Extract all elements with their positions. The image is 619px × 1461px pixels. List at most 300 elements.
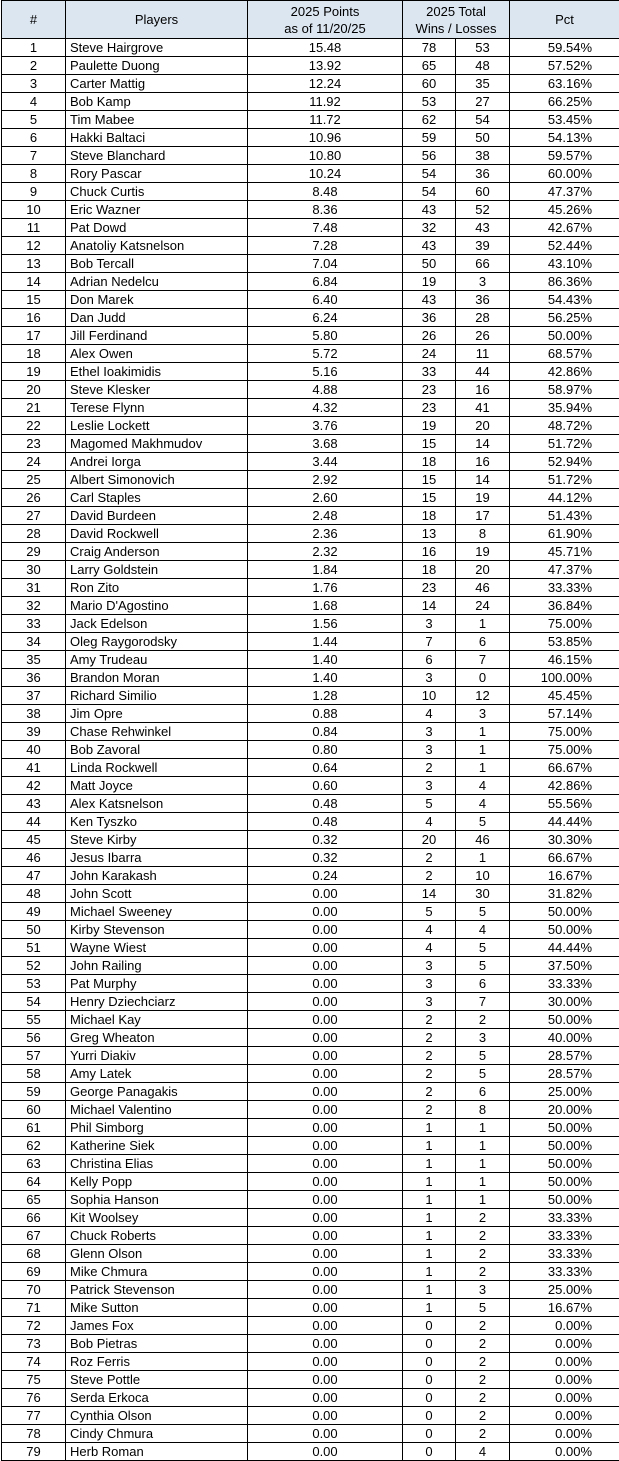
- player-name-cell: Christina Elias: [66, 1155, 248, 1173]
- wins-cell: 4: [403, 705, 456, 723]
- table-row: [2, 759, 619, 777]
- table-row: [2, 507, 619, 525]
- wins-cell: 0: [403, 1335, 456, 1353]
- rank-cell: 29: [2, 543, 66, 561]
- wins-cell: 1: [403, 1263, 456, 1281]
- player-name-cell: Katherine Siek: [66, 1137, 248, 1155]
- pct-cell: 66.67%: [510, 759, 619, 777]
- rank-cell: 8: [2, 165, 66, 183]
- losses-cell: 52: [456, 201, 510, 219]
- table-row: [2, 1155, 619, 1173]
- table-row: [2, 1065, 619, 1083]
- player-name-cell: Sophia Hanson: [66, 1191, 248, 1209]
- points-cell: 1.28: [248, 687, 403, 705]
- rank-cell: 45: [2, 831, 66, 849]
- rank-cell: 54: [2, 993, 66, 1011]
- pct-cell: 25.00%: [510, 1083, 619, 1101]
- losses-cell: 2: [456, 1425, 510, 1443]
- points-cell: 0.00: [248, 1281, 403, 1299]
- losses-cell: 48: [456, 57, 510, 75]
- player-name-cell: Ron Zito: [66, 579, 248, 597]
- player-name-cell: Steve Pottle: [66, 1371, 248, 1389]
- pct-cell: 50.00%: [510, 1155, 619, 1173]
- pct-cell: 0.00%: [510, 1443, 619, 1461]
- rank-cell: 6: [2, 129, 66, 147]
- pct-cell: 63.16%: [510, 75, 619, 93]
- losses-cell: 3: [456, 1029, 510, 1047]
- table-row: [2, 1353, 619, 1371]
- points-cell: 0.00: [248, 1425, 403, 1443]
- rank-cell: 14: [2, 273, 66, 291]
- wins-cell: 3: [403, 957, 456, 975]
- points-cell: 0.00: [248, 939, 403, 957]
- losses-cell: 1: [456, 1155, 510, 1173]
- table-row: [2, 291, 619, 309]
- points-cell: 3.68: [248, 435, 403, 453]
- rank-cell: 56: [2, 1029, 66, 1047]
- rank-cell: 79: [2, 1443, 66, 1461]
- pct-cell: 30.30%: [510, 831, 619, 849]
- rank-cell: 31: [2, 579, 66, 597]
- wins-cell: 2: [403, 849, 456, 867]
- table-row: [2, 1119, 619, 1137]
- points-cell: 0.00: [248, 1191, 403, 1209]
- pct-cell: 33.33%: [510, 579, 619, 597]
- pct-cell: 75.00%: [510, 615, 619, 633]
- pct-cell: 40.00%: [510, 1029, 619, 1047]
- player-name-cell: Terese Flynn: [66, 399, 248, 417]
- wins-cell: 6: [403, 651, 456, 669]
- rank-cell: 2: [2, 57, 66, 75]
- losses-cell: 43: [456, 219, 510, 237]
- losses-cell: 2: [456, 1263, 510, 1281]
- losses-cell: 2: [456, 1371, 510, 1389]
- losses-cell: 20: [456, 561, 510, 579]
- table-row: [2, 867, 619, 885]
- losses-cell: 60: [456, 183, 510, 201]
- points-cell: 0.00: [248, 1371, 403, 1389]
- total-header-line1: 2025 Total: [426, 3, 486, 19]
- rank-cell: 17: [2, 327, 66, 345]
- losses-cell: 1: [456, 741, 510, 759]
- table-row: [2, 849, 619, 867]
- points-cell: 6.24: [248, 309, 403, 327]
- pct-cell: 55.56%: [510, 795, 619, 813]
- player-name-cell: Adrian Nedelcu: [66, 273, 248, 291]
- losses-cell: 38: [456, 147, 510, 165]
- player-name-cell: Kirby Stevenson: [66, 921, 248, 939]
- points-cell: 0.00: [248, 1119, 403, 1137]
- wins-cell: 15: [403, 471, 456, 489]
- rank-cell: 78: [2, 1425, 66, 1443]
- player-name-cell: Jim Opre: [66, 705, 248, 723]
- points-header: [248, 1, 403, 39]
- wins-cell: 7: [403, 633, 456, 651]
- total-header-line2: Wins / Losses: [415, 20, 497, 36]
- wins-cell: 4: [403, 939, 456, 957]
- pct-cell: 50.00%: [510, 1119, 619, 1137]
- losses-cell: 7: [456, 993, 510, 1011]
- table-row: [2, 1335, 619, 1353]
- pct-cell: 33.33%: [510, 1263, 619, 1281]
- wins-cell: 32: [403, 219, 456, 237]
- points-header-line2: as of 11/20/25: [284, 20, 366, 36]
- losses-cell: 27: [456, 93, 510, 111]
- header-row: [2, 1, 619, 39]
- pct-cell: 68.57%: [510, 345, 619, 363]
- pct-cell: 35.94%: [510, 399, 619, 417]
- losses-cell: 3: [456, 273, 510, 291]
- wins-cell: 19: [403, 273, 456, 291]
- points-cell: 1.84: [248, 561, 403, 579]
- losses-cell: 0: [456, 669, 510, 687]
- player-name-cell: Glenn Olson: [66, 1245, 248, 1263]
- points-cell: 4.88: [248, 381, 403, 399]
- wins-cell: 0: [403, 1443, 456, 1461]
- pct-cell: 51.72%: [510, 435, 619, 453]
- losses-cell: 8: [456, 1101, 510, 1119]
- losses-cell: 2: [456, 1335, 510, 1353]
- pct-cell: 45.45%: [510, 687, 619, 705]
- wins-cell: 13: [403, 525, 456, 543]
- losses-cell: 28: [456, 309, 510, 327]
- table-row: [2, 345, 619, 363]
- player-name-cell: Chuck Roberts: [66, 1227, 248, 1245]
- points-cell: 0.64: [248, 759, 403, 777]
- wins-cell: 4: [403, 813, 456, 831]
- pct-cell: 75.00%: [510, 723, 619, 741]
- points-cell: 0.84: [248, 723, 403, 741]
- table-row: [2, 1299, 619, 1317]
- points-cell: 7.04: [248, 255, 403, 273]
- table-row: [2, 1227, 619, 1245]
- wins-cell: 23: [403, 381, 456, 399]
- losses-cell: 1: [456, 759, 510, 777]
- player-name-cell: Roz Ferris: [66, 1353, 248, 1371]
- points-cell: 0.88: [248, 705, 403, 723]
- pct-cell: 86.36%: [510, 273, 619, 291]
- wins-cell: 59: [403, 129, 456, 147]
- points-cell: 2.92: [248, 471, 403, 489]
- losses-cell: 4: [456, 795, 510, 813]
- rank-cell: 18: [2, 345, 66, 363]
- points-cell: 7.48: [248, 219, 403, 237]
- rank-cell: 49: [2, 903, 66, 921]
- player-name-cell: Carter Mattig: [66, 75, 248, 93]
- points-cell: 8.48: [248, 183, 403, 201]
- pct-cell: 53.85%: [510, 633, 619, 651]
- losses-cell: 16: [456, 381, 510, 399]
- player-name-cell: Jesus Ibarra: [66, 849, 248, 867]
- points-cell: 0.00: [248, 1065, 403, 1083]
- points-cell: 5.16: [248, 363, 403, 381]
- losses-cell: 2: [456, 1353, 510, 1371]
- losses-cell: 19: [456, 489, 510, 507]
- losses-cell: 1: [456, 849, 510, 867]
- rank-cell: 77: [2, 1407, 66, 1425]
- losses-cell: 20: [456, 417, 510, 435]
- wins-cell: 1: [403, 1209, 456, 1227]
- rank-cell: 5: [2, 111, 66, 129]
- losses-cell: 1: [456, 1137, 510, 1155]
- rank-cell: 67: [2, 1227, 66, 1245]
- player-name-cell: Herb Roman: [66, 1443, 248, 1461]
- losses-cell: 24: [456, 597, 510, 615]
- player-name-cell: Pat Murphy: [66, 975, 248, 993]
- player-name-cell: Dan Judd: [66, 309, 248, 327]
- points-cell: 0.00: [248, 1155, 403, 1173]
- table-row: [2, 471, 619, 489]
- rank-cell: 38: [2, 705, 66, 723]
- table-row: [2, 741, 619, 759]
- points-cell: 6.84: [248, 273, 403, 291]
- rank-cell: 58: [2, 1065, 66, 1083]
- table-row: [2, 1425, 619, 1443]
- table-row: [2, 201, 619, 219]
- player-name-cell: Michael Kay: [66, 1011, 248, 1029]
- rank-cell: 74: [2, 1353, 66, 1371]
- losses-cell: 2: [456, 1317, 510, 1335]
- points-cell: 1.68: [248, 597, 403, 615]
- player-name-cell: Mike Chmura: [66, 1263, 248, 1281]
- player-name-cell: Bob Kamp: [66, 93, 248, 111]
- table-row: [2, 1443, 619, 1461]
- table-row: [2, 1173, 619, 1191]
- losses-cell: 17: [456, 507, 510, 525]
- pct-cell: 33.33%: [510, 1245, 619, 1263]
- pct-cell: 0.00%: [510, 1407, 619, 1425]
- points-cell: 2.48: [248, 507, 403, 525]
- rank-cell: 40: [2, 741, 66, 759]
- rank-cell: 3: [2, 75, 66, 93]
- wins-cell: 1: [403, 1227, 456, 1245]
- pct-cell: 50.00%: [510, 327, 619, 345]
- table-row: [2, 327, 619, 345]
- table-row: [2, 165, 619, 183]
- rank-cell: 48: [2, 885, 66, 903]
- table-row: [2, 525, 619, 543]
- pct-cell: 75.00%: [510, 741, 619, 759]
- wins-cell: 0: [403, 1317, 456, 1335]
- rank-cell: 13: [2, 255, 66, 273]
- player-name-cell: Matt Joyce: [66, 777, 248, 795]
- pct-cell: 52.44%: [510, 237, 619, 255]
- pct-cell: 53.45%: [510, 111, 619, 129]
- wins-cell: 3: [403, 615, 456, 633]
- pct-cell: 42.67%: [510, 219, 619, 237]
- losses-cell: 3: [456, 1281, 510, 1299]
- pct-cell: 44.44%: [510, 813, 619, 831]
- rank-cell: 36: [2, 669, 66, 687]
- wins-cell: 53: [403, 93, 456, 111]
- player-name-cell: Bob Pietras: [66, 1335, 248, 1353]
- player-name-cell: David Rockwell: [66, 525, 248, 543]
- losses-cell: 26: [456, 327, 510, 345]
- losses-cell: 30: [456, 885, 510, 903]
- table-row: [2, 1407, 619, 1425]
- table-row: [2, 633, 619, 651]
- losses-cell: 2: [456, 1209, 510, 1227]
- wins-cell: 23: [403, 579, 456, 597]
- wins-cell: 1: [403, 1173, 456, 1191]
- player-name-cell: Leslie Lockett: [66, 417, 248, 435]
- table-row: [2, 813, 619, 831]
- pct-cell: 25.00%: [510, 1281, 619, 1299]
- player-name-cell: Yurri Diakiv: [66, 1047, 248, 1065]
- player-name-cell: Albert Simonovich: [66, 471, 248, 489]
- points-cell: 0.00: [248, 1209, 403, 1227]
- rank-cell: 50: [2, 921, 66, 939]
- wins-cell: 2: [403, 1065, 456, 1083]
- wins-cell: 50: [403, 255, 456, 273]
- rank-cell: 72: [2, 1317, 66, 1335]
- player-name-cell: Henry Dziechciarz: [66, 993, 248, 1011]
- rank-cell: 32: [2, 597, 66, 615]
- player-name-cell: Cindy Chmura: [66, 1425, 248, 1443]
- rank-cell: 26: [2, 489, 66, 507]
- player-name-cell: Anatoliy Katsnelson: [66, 237, 248, 255]
- player-name-cell: Larry Goldstein: [66, 561, 248, 579]
- pct-cell: 0.00%: [510, 1317, 619, 1335]
- rank-cell: 53: [2, 975, 66, 993]
- points-cell: 0.00: [248, 1101, 403, 1119]
- wins-cell: 15: [403, 435, 456, 453]
- pct-cell: 44.44%: [510, 939, 619, 957]
- rank-cell: 44: [2, 813, 66, 831]
- table-row: [2, 1083, 619, 1101]
- pct-cell: 47.37%: [510, 561, 619, 579]
- points-cell: 3.76: [248, 417, 403, 435]
- wins-cell: 19: [403, 417, 456, 435]
- rank-cell: 42: [2, 777, 66, 795]
- player-name-cell: Patrick Stevenson: [66, 1281, 248, 1299]
- table-row: [2, 561, 619, 579]
- losses-cell: 1: [456, 1191, 510, 1209]
- table-row: [2, 57, 619, 75]
- rank-cell: 30: [2, 561, 66, 579]
- rank-cell: 39: [2, 723, 66, 741]
- players-header: Players: [66, 1, 248, 39]
- player-name-cell: John Railing: [66, 957, 248, 975]
- rank-cell: 12: [2, 237, 66, 255]
- points-cell: 0.00: [248, 1299, 403, 1317]
- wins-cell: 78: [403, 39, 456, 57]
- pct-cell: 59.54%: [510, 39, 619, 57]
- rank-cell: 33: [2, 615, 66, 633]
- rank-cell: 62: [2, 1137, 66, 1155]
- wins-cell: 15: [403, 489, 456, 507]
- pct-cell: 54.13%: [510, 129, 619, 147]
- losses-cell: 6: [456, 975, 510, 993]
- rank-cell: 16: [2, 309, 66, 327]
- pct-cell: 54.43%: [510, 291, 619, 309]
- table-row: [2, 705, 619, 723]
- points-cell: 10.80: [248, 147, 403, 165]
- points-cell: 0.00: [248, 1227, 403, 1245]
- table-row: [2, 615, 619, 633]
- losses-cell: 16: [456, 453, 510, 471]
- points-cell: 2.32: [248, 543, 403, 561]
- player-name-cell: Don Marek: [66, 291, 248, 309]
- wins-cell: 0: [403, 1353, 456, 1371]
- wins-cell: 60: [403, 75, 456, 93]
- wins-cell: 4: [403, 921, 456, 939]
- table-row: [2, 93, 619, 111]
- table-row: [2, 687, 619, 705]
- wins-cell: 2: [403, 759, 456, 777]
- table-row: [2, 885, 619, 903]
- points-cell: 6.40: [248, 291, 403, 309]
- table-row: [2, 1191, 619, 1209]
- rank-cell: 68: [2, 1245, 66, 1263]
- points-cell: 1.40: [248, 669, 403, 687]
- wins-cell: 62: [403, 111, 456, 129]
- wins-cell: 26: [403, 327, 456, 345]
- losses-cell: 35: [456, 75, 510, 93]
- wins-cell: 54: [403, 183, 456, 201]
- table-row: [2, 147, 619, 165]
- points-cell: 0.80: [248, 741, 403, 759]
- player-name-cell: Serda Erkoca: [66, 1389, 248, 1407]
- losses-cell: 14: [456, 471, 510, 489]
- pct-cell: 57.52%: [510, 57, 619, 75]
- rank-cell: 21: [2, 399, 66, 417]
- rank-cell: 28: [2, 525, 66, 543]
- pct-cell: 100.00%: [510, 669, 619, 687]
- table-row: [2, 435, 619, 453]
- points-cell: 0.00: [248, 1407, 403, 1425]
- points-cell: 3.44: [248, 453, 403, 471]
- points-cell: 0.00: [248, 903, 403, 921]
- rank-cell: 47: [2, 867, 66, 885]
- pct-cell: 0.00%: [510, 1335, 619, 1353]
- wins-cell: 23: [403, 399, 456, 417]
- player-name-cell: Bob Tercall: [66, 255, 248, 273]
- player-name-cell: Steve Klesker: [66, 381, 248, 399]
- table-row: [2, 417, 619, 435]
- table-row: [2, 255, 619, 273]
- losses-cell: 54: [456, 111, 510, 129]
- wins-cell: 18: [403, 561, 456, 579]
- table-row: [2, 543, 619, 561]
- player-name-cell: Brandon Moran: [66, 669, 248, 687]
- losses-cell: 1: [456, 1173, 510, 1191]
- player-name-cell: Wayne Wiest: [66, 939, 248, 957]
- wins-cell: 5: [403, 903, 456, 921]
- table-row: [2, 777, 619, 795]
- wins-cell: 16: [403, 543, 456, 561]
- pct-cell: 37.50%: [510, 957, 619, 975]
- losses-cell: 8: [456, 525, 510, 543]
- rank-cell: 23: [2, 435, 66, 453]
- table-row: [2, 597, 619, 615]
- pct-cell: 45.26%: [510, 201, 619, 219]
- rank-cell: 70: [2, 1281, 66, 1299]
- table-row: [2, 1047, 619, 1065]
- losses-cell: 53: [456, 39, 510, 57]
- wins-cell: 33: [403, 363, 456, 381]
- player-name-cell: Jack Edelson: [66, 615, 248, 633]
- rank-cell: 19: [2, 363, 66, 381]
- points-cell: 2.60: [248, 489, 403, 507]
- losses-cell: 4: [456, 777, 510, 795]
- losses-cell: 14: [456, 435, 510, 453]
- player-name-cell: Amy Trudeau: [66, 651, 248, 669]
- pct-cell: 56.25%: [510, 309, 619, 327]
- wins-cell: 0: [403, 1389, 456, 1407]
- points-cell: 1.40: [248, 651, 403, 669]
- points-cell: 0.48: [248, 813, 403, 831]
